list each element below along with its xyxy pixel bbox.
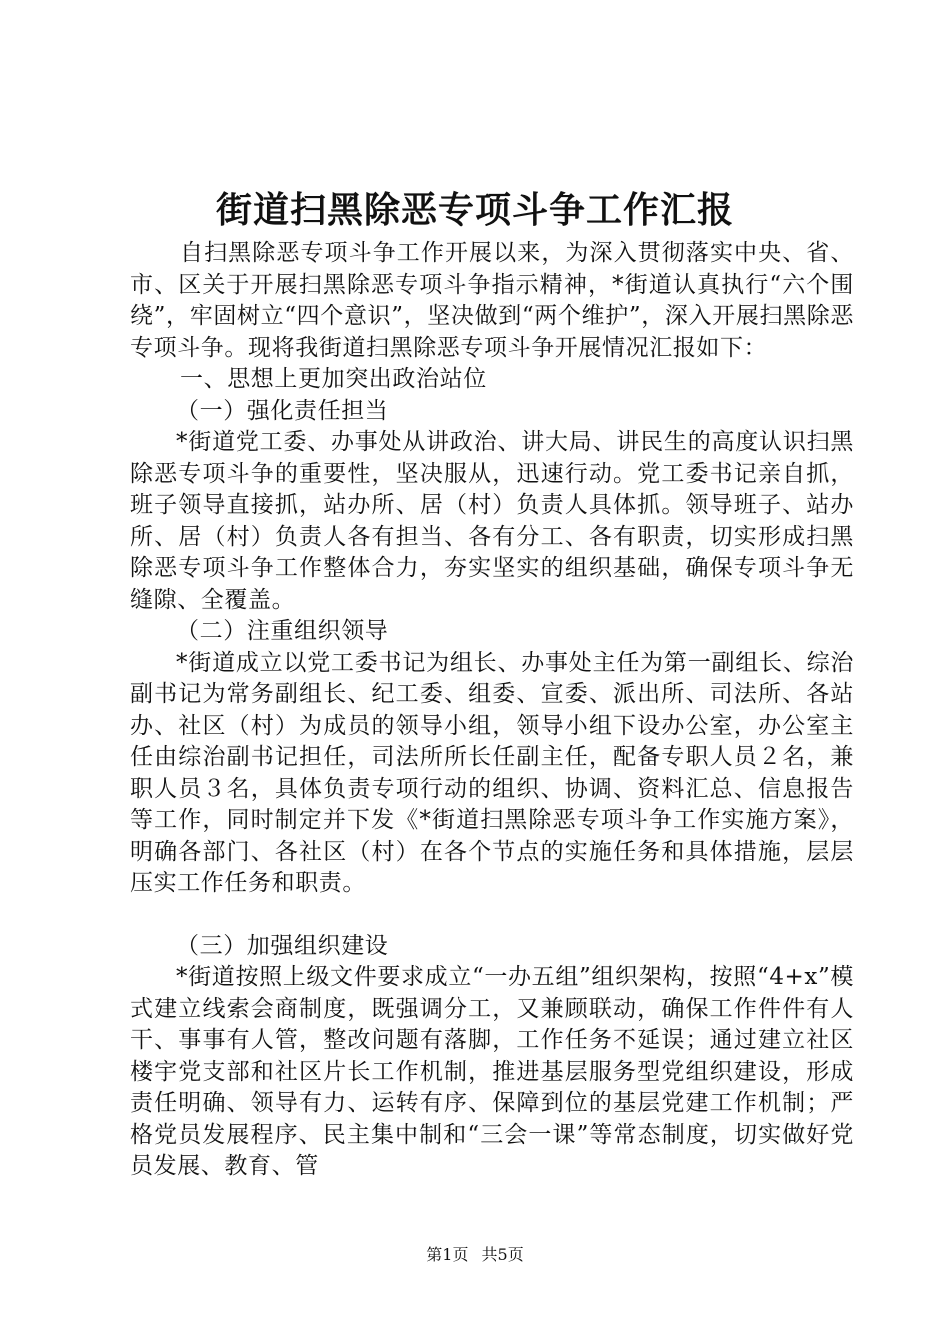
document-title: 街道扫黑除恶专项斗争工作汇报 — [215, 189, 734, 231]
page-number: 第1页 — [426, 1245, 469, 1264]
body-paragraph-2: *街道成立以党工委书记为组长、办事处主任为第一副组长、综治副书记为常务副组长、纪工委、组委、宣委、派出所、司法所、各站办、社区（村）为成员的领导小组，领导小组下设办公室，办公室主任由综治副书记担任，司法所所长任副主任，配备专职人员２名，兼职人员３名，具体负责专项行动的组织、协调、资料汇总、信息报告等工作，同时制定并下发《*街道扫黑除恶专项斗争工作实施方案》，明确各部门、各社区（村）在各个节点的实施任务和具体措施，层层压实工作任务和职责。 — [130, 649, 854, 896]
subsection-heading-3: （三）加强组织建设 — [176, 932, 389, 959]
blank-line — [130, 900, 854, 931]
section-heading-1: 一、思想上更加突出政治站位 — [180, 366, 487, 392]
body-paragraph-1: *街道党工委、办事处从讲政治、讲大局、讲民生的高度认识扫黑除恶专项斗争的重要性，坚决服从，迅速行动。党工委书记亲自抓，班子领导直接抓，站办所、居（村）负责人具体抓。领导班子、站办所、居（村）负责人各有担当、各有分工、各有职责，切实形成扫黑除恶专项斗争工作整体合力，夯实坚实的组织基础，确保专项斗争无缝隙、全覆盖。 — [130, 429, 854, 613]
page-total: 共5页 — [481, 1245, 524, 1264]
subsection-heading-2: （二）注重组织领导 — [176, 618, 389, 644]
intro-paragraph: 自扫黑除恶专项斗争工作开展以来，为深入贯彻落实中央、省、市、区关于开展扫黑除恶专项斗争指示精神，*街道认真执行“六个围绕”，牢固树立“四个意识”，坚决做到“两个维护”，深入开展扫黑除恶专项斗争。现将我街道扫黑除恶专项斗争开展情况汇报如下： — [130, 240, 854, 361]
subsection-heading-1: （一）强化责任担当 — [176, 397, 389, 424]
body-paragraph-3: *街道按照上级文件要求成立“一办五组”组织架构，按照“4+x”模式建立线索会商制度，既强调分工，又兼顾联动，确保工作件件有人干、事事有人管，整改问题有落脚，工作任务不延误；通过建立社区楼宇党支部和社区片长工作机制，推进基层服务型党组织建设，形成责任明确、领导有力、运转有序、保障到位的基层党建工作机制；严格党员发展程序、民主集中制和“三会一课”等常态制度，切实做好党员发展、教育、管 — [130, 964, 854, 1179]
page-footer — [0, 1244, 950, 1266]
document-body — [130, 238, 854, 1183]
